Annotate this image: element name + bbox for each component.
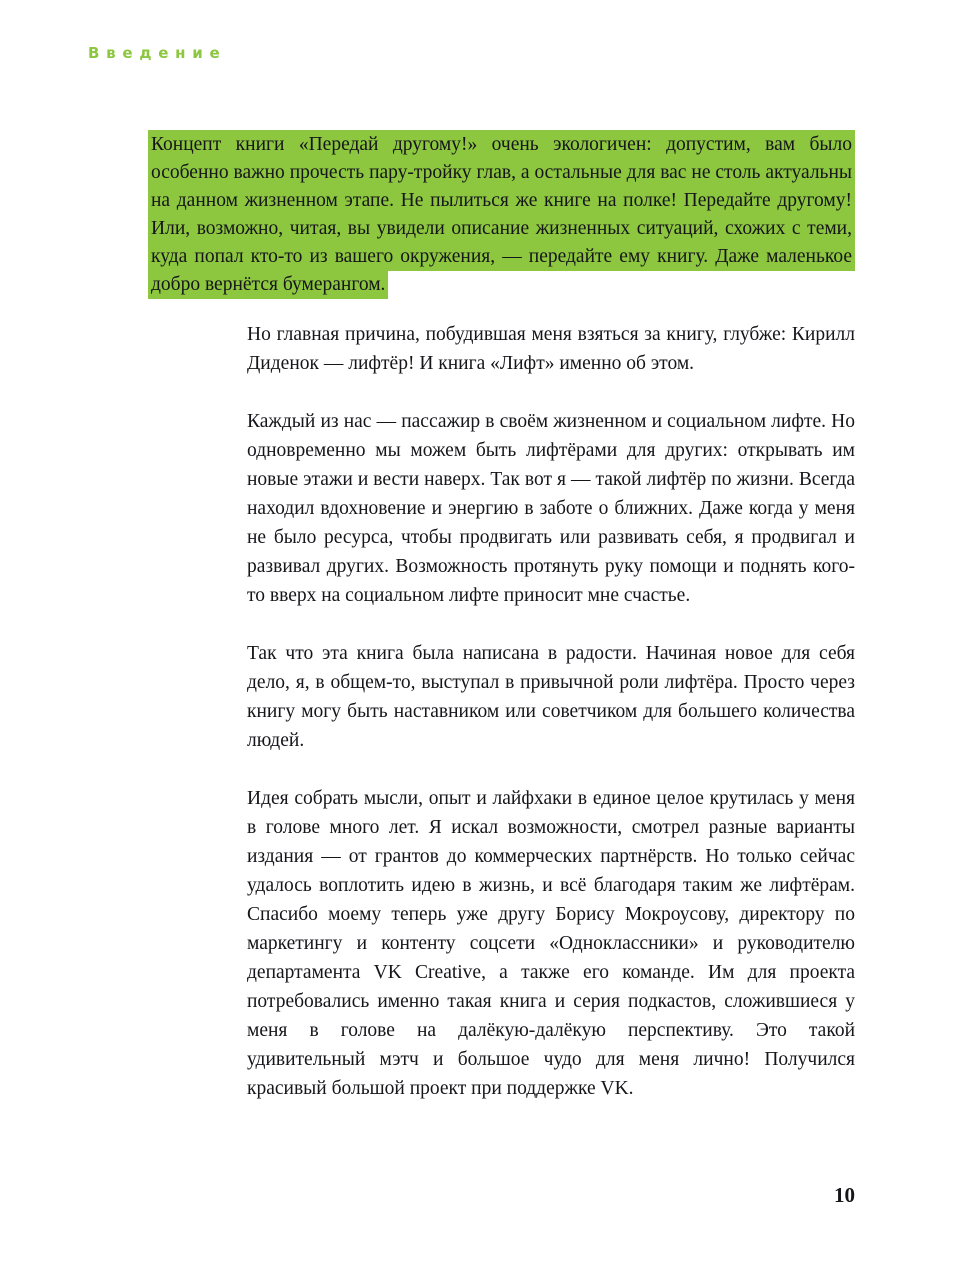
highlighted-paragraph bbox=[148, 131, 855, 299]
highlight-mark: Концепт книги «Передай другому!» очень экологичен: допустим, вам было особенно важно прочесть пару-тройку глав, а остальные для вас не столь актуальны на данном жизненном этапе. Не пылиться же книге на полке! Передайте другому! Или, возможно, читая, вы увидели описание жизненных ситуаций, схожих с теми, куда попал кто-то из вашего окружения, — передайте ему книгу. Даже маленькое добро вернётся бумерангом. bbox=[148, 130, 855, 299]
page-number: 10 bbox=[834, 1183, 855, 1207]
body-text bbox=[247, 320, 855, 1103]
chapter-header: Введение bbox=[88, 44, 227, 62]
body-paragraph: Каждый из нас — пассажир в своём жизненном и социальном лифте. Но одновременно мы можем быть лифтёрами для других: открывать им новые этажи и вести наверх. Так вот я — такой лифтёр по жизни. Всегда находил вдохновение и энергию в заботе о ближних. Даже когда у меня не было ресурса, чтобы продвигать или развивать себя, я продвигал и развивал других. Возможность протянуть руку помощи и поднять кого-то вверх на социальном лифте приносит мне счастье. bbox=[247, 411, 855, 606]
body-paragraph: Так что эта книга была написана в радости. Начиная новое для себя дело, я, в общем-то, выступал в привычной роли лифтёра. Просто через книгу могу быть наставником или советчиком для большего количества людей. bbox=[247, 643, 855, 751]
body-paragraph: Но главная причина, побудившая меня взяться за книгу, глубже: Кирилл Диденок — лифтёр! И книга «Лифт» именно об этом. bbox=[247, 324, 855, 374]
body-paragraph: Идея собрать мысли, опыт и лайфхаки в единое целое крутилась у меня в голове много лет. Я искал возможности, смотрел разные варианты издания — от грантов до коммерческих партнёрств. Но только сейчас удалось воплотить идею в жизнь, и всё благодаря таким же лифтёрам. Спасибо моему теперь уже другу Борису Мокроусову, директору по маркетингу и контенту соцсети «Одноклассники» и руководителю департамента VK Creative, а также его команде. Им для проекта потребовались именно такая книга и серия подкастов, сложившиеся у меня в голове на далёкую-далёкую перспективу. Это такой удивительный мэтч и большое чудо для меня лично! Получился красивый большой проект при поддержке VK. bbox=[247, 788, 855, 1099]
